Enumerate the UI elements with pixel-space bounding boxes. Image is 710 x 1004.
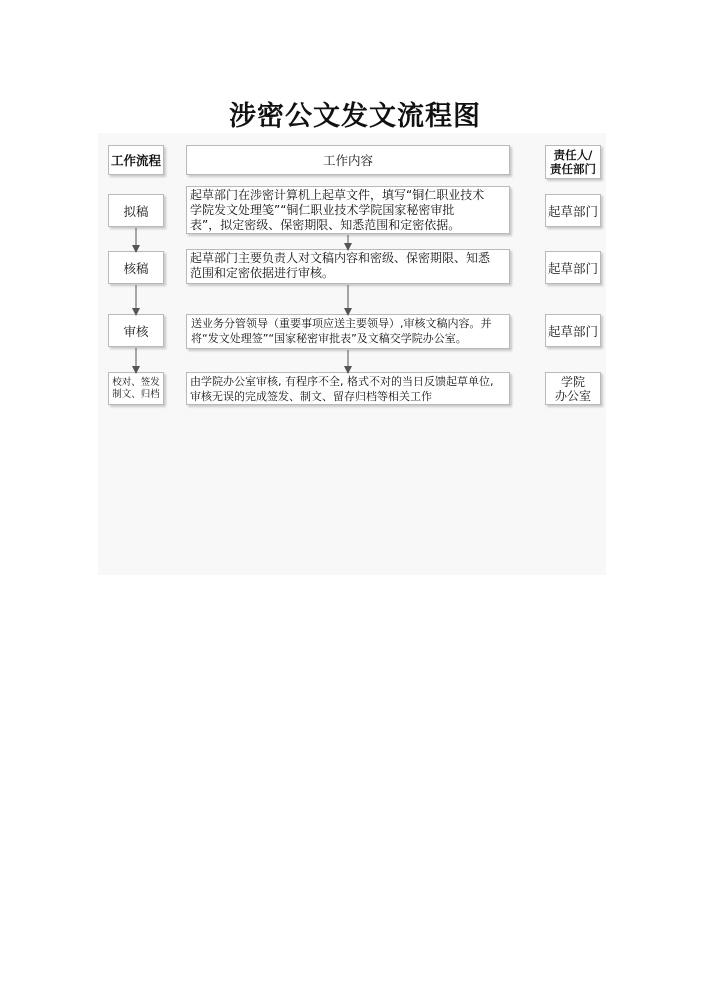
step-issue-label-line-1: 校对、签发 xyxy=(112,376,160,388)
header-process-label: 工作流程 xyxy=(110,153,161,168)
step-draft-responsible-label: 起草部门 xyxy=(547,203,598,219)
step-draft-content-line-1: 起草部门在涉密计算机上起草文件，填写“铜仁职业技术 xyxy=(190,188,485,202)
step-draft-content-line-3: 表”，拟定密级、保密期限、知悉范围和定密依据。 xyxy=(190,218,461,232)
step-review-responsible-label: 起草部门 xyxy=(547,260,598,276)
step-approve-responsible-label: 起草部门 xyxy=(547,323,598,339)
step-review-content-line-1: 起草部门主要负责人对文稿内容和密级、保密期限、知悉 xyxy=(190,251,491,265)
step-issue-responsible-line-2: 办公室 xyxy=(554,388,591,403)
step-draft-content-line-2: 学院发文处理笺”“铜仁职业技术学院国家秘密审批 xyxy=(190,203,455,217)
header-content-label: 工作内容 xyxy=(322,153,373,168)
page-title: 涉密公文发文流程图 xyxy=(229,101,481,132)
step-approve-content-line-2: 将“发文处理签”“国家秘密审批表”及文稿交学院办公室。 xyxy=(191,332,467,345)
step-issue-content-line-1: 由学院办公室审核, 有程序不全, 格式不对的当日反馈起草单位, xyxy=(190,375,494,388)
step-issue-content-line-2: 审核无误的完成签发、制文、留存归档等相关工作 xyxy=(190,390,432,403)
step-approve-content-line-1: 送业务分管领导（重要事项应送主要领导）,审核文稿内容。并 xyxy=(191,317,492,330)
header-responsible-line-1: 责任人/ xyxy=(553,148,593,162)
header-responsible-line-2: 责任部门 xyxy=(550,162,596,176)
step-issue-responsible-line-1: 学院 xyxy=(560,374,585,389)
step-approve-label: 审核 xyxy=(123,323,149,339)
step-review-label: 核稿 xyxy=(123,260,149,276)
step-issue-label-line-2: 制文、归档 xyxy=(112,388,160,400)
step-review-content-line-2: 范围和定密依据进行审核。 xyxy=(190,266,335,280)
step-draft-label: 拟稿 xyxy=(123,203,149,219)
